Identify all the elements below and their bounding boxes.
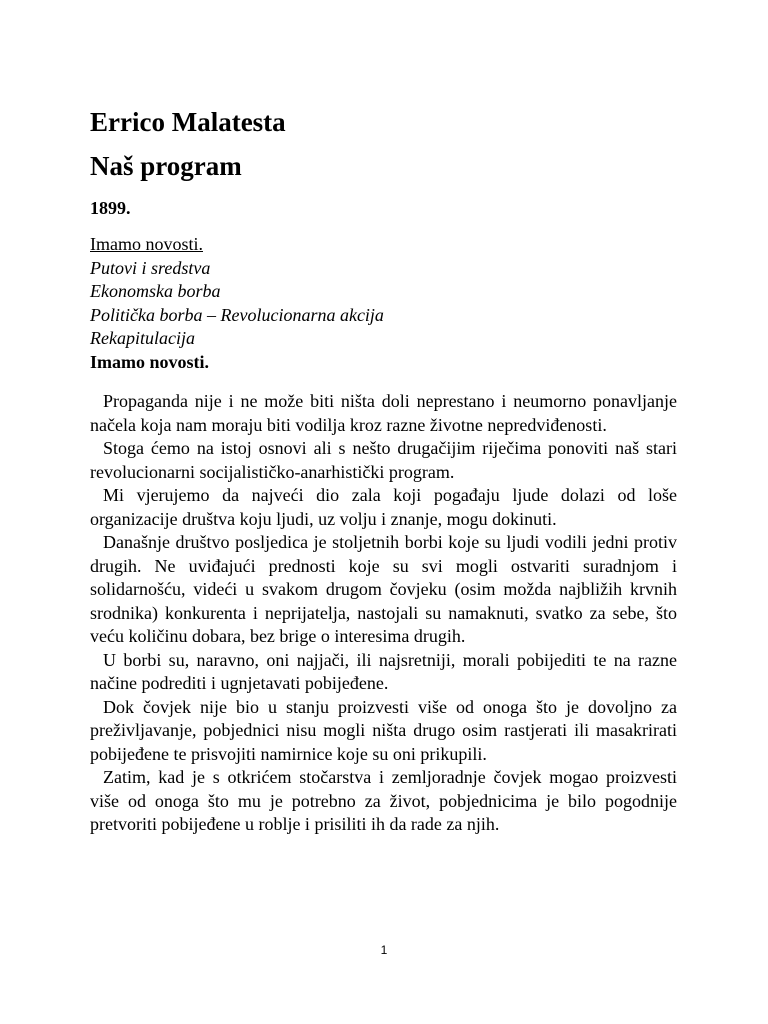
section-heading: Imamo novosti. bbox=[90, 351, 210, 372]
paragraph: Dok čovjek nije bio u stanju proizvesti više od onoga što je dovoljno za preživljavanje, pobjednici nisu mogli ništa drugo osim rastjerati ili masakrirati pobijeđene te prisvojiti namirnice koje su oni prikupili. bbox=[90, 696, 677, 764]
section-body bbox=[90, 390, 677, 837]
paragraph: Propaganda nije i ne može biti ništa doli neprestano i neumorno ponavljanje načela koja nam moraju biti vodilja kroz razne životne nepredviđenosti. bbox=[90, 391, 677, 435]
toc-item-ekonomska-borba[interactable]: Ekonomska borba bbox=[90, 281, 221, 301]
toc-item-putovi-i-sredstva[interactable]: Putovi i sredstva bbox=[90, 257, 211, 278]
author-heading: Errico Malatesta bbox=[90, 107, 286, 137]
toc-item-rekapitulacija[interactable]: Rekapitulacija bbox=[90, 328, 195, 348]
document-title: Naš program bbox=[90, 151, 242, 181]
paragraph: Stoga ćemo na istoj osnovi ali s nešto drugačijim riječima ponoviti naš stari revolucionarni socijalističko-anarhistički program. bbox=[90, 438, 677, 482]
table-of-contents bbox=[90, 233, 677, 351]
paragraph: Mi vjerujemo da najveći dio zala koji pogađaju ljude dolazi od loše organizacije društva koju ljudi, uz volju i znanje, mogu dokinuti. bbox=[90, 485, 677, 529]
paragraph: Zatim, kad je s otkrićem stočarstva i zemljoradnje čovjek mogao proizvesti više od onoga što mu je potrebno za život, pobjednicima je bilo pogodnije pretvoriti pobijeđene u roblje i prisiliti ih da rade za njih. bbox=[90, 767, 677, 834]
publication-year: 1899. bbox=[90, 198, 131, 218]
page-number: 1 bbox=[380, 943, 388, 957]
paragraph: U borbi su, naravno, oni najjači, ili najsretniji, morali pobijediti te na razne načine podrediti i ugnjetavati pobijeđene. bbox=[90, 649, 677, 693]
paragraph: Današnje društvo posljedica je stoljetnih borbi koje su ljudi vodili jedni protiv drugih. Ne uviđajući prednosti koje su svi mogli ostvariti suradnjom i solidarnošću, videći u svakom drugom čovjeku (osim možda najbližih krvnih srodnika) konkurenta i neprijatelja, nastojali su namaknuti, svatko za sebe, što veću količinu dobara, bez brige o interesima drugih. bbox=[90, 532, 677, 646]
toc-item-imamo-novosti[interactable]: Imamo novosti. bbox=[90, 234, 203, 254]
document-page bbox=[90, 104, 677, 837]
toc-item-politicka-borba[interactable]: Politička borba – Revolucionarna akcija bbox=[90, 304, 384, 325]
